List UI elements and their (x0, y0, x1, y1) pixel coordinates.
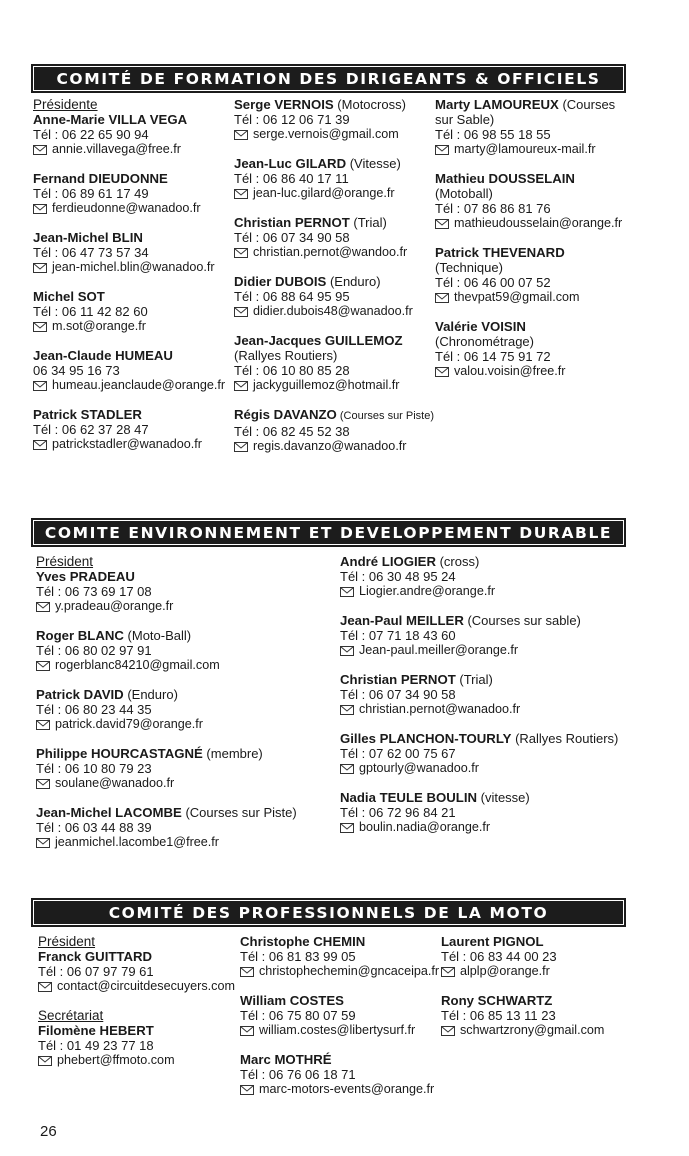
contact-email[interactable]: ferdieudonne@wanadoo.fr (52, 201, 201, 215)
contact-specialty: (Rallyes Routiers) (511, 731, 619, 746)
name-line (33, 230, 229, 245)
envelope-icon (340, 587, 354, 597)
contact-name: Patrick DAVID (36, 687, 124, 702)
contact-entry (38, 934, 238, 994)
contact-phone: Tél : 07 71 18 43 60 (340, 628, 456, 643)
contact-entry (234, 97, 434, 142)
envelope-icon (36, 602, 50, 612)
contact-email[interactable]: boulin.nadia@orange.fr (359, 820, 491, 834)
role-label: Président (38, 934, 96, 949)
name-line (234, 97, 434, 112)
contact-email-row (234, 304, 434, 319)
envelope-icon (33, 381, 47, 391)
contact-email[interactable]: phebert@ffmoto.com (57, 1053, 175, 1067)
contact-name: Jean-Michel BLIN (33, 230, 143, 245)
contact-name: André LIOGIER (340, 554, 436, 569)
contact-email[interactable]: mathieudousselain@orange.fr (454, 216, 623, 230)
contact-specialty: (Motocross) (333, 97, 406, 112)
name-line (340, 672, 640, 687)
contact-email[interactable]: soulane@wanadoo.fr (55, 776, 175, 790)
name-line (234, 333, 434, 348)
contact-email[interactable]: regis.davanzo@wanadoo.fr (253, 439, 407, 453)
role-label: Secrétariat (38, 1008, 104, 1023)
contact-email-row (234, 245, 434, 260)
contact-entry (36, 554, 336, 614)
envelope-icon (340, 705, 354, 715)
contact-name: Christian PERNOT (234, 215, 350, 230)
contact-entry (234, 333, 434, 393)
envelope-icon (435, 293, 449, 303)
contact-entry (240, 934, 440, 979)
contact-name: Franck GUITTARD (38, 949, 153, 964)
contact-entry (33, 407, 229, 452)
contact-email[interactable]: alplp@orange.fr (460, 964, 550, 978)
contact-specialty: sur Sable) (435, 112, 495, 127)
contact-email-row (441, 964, 641, 979)
contact-email-row (234, 127, 434, 142)
name-line (435, 319, 635, 334)
contact-entry (340, 613, 640, 658)
contact-specialty: (Enduro) (326, 274, 381, 289)
contact-phone: Tél : 06 14 75 91 72 (435, 349, 551, 364)
envelope-icon (234, 307, 248, 317)
contact-phone: Tél : 06 98 55 18 55 (435, 127, 551, 142)
contact-name: Rony SCHWARTZ (441, 993, 553, 1008)
contact-email[interactable]: serge.vernois@gmail.com (253, 127, 399, 141)
contact-email-row (435, 290, 635, 305)
contact-phone: Tél : 06 85 13 11 23 (441, 1008, 556, 1023)
contact-name: Valérie VOISIN (435, 319, 526, 334)
contact-email-row (36, 599, 336, 614)
envelope-icon (36, 838, 50, 848)
contact-specialty: (membre) (202, 746, 263, 761)
contact-entry (435, 97, 635, 157)
contact-phone: Tél : 06 46 00 07 52 (435, 275, 551, 290)
column-2 (240, 934, 440, 1111)
name-line (435, 97, 635, 112)
contact-phone: Tél : 06 80 02 97 91 (36, 643, 152, 658)
contact-name: Patrick STADLER (33, 407, 142, 422)
contact-email-row (33, 142, 229, 157)
contact-email-row (441, 1023, 641, 1038)
contact-name: Yves PRADEAU (36, 569, 135, 584)
contact-name: Mathieu DOUSSELAIN (435, 171, 575, 186)
contact-specialty: (Enduro) (123, 687, 178, 702)
envelope-icon (234, 248, 248, 258)
contact-specialty: (Trial) (349, 215, 387, 230)
envelope-icon (441, 1026, 455, 1036)
contact-entry (33, 348, 229, 393)
column-2 (234, 97, 434, 468)
contact-specialty: (Motoball) (435, 186, 493, 201)
contact-specialty: (vitesse) (477, 790, 530, 805)
name-line (240, 993, 440, 1008)
contact-email-row (33, 437, 229, 452)
column-1 (38, 934, 238, 1082)
contact-entry (340, 554, 640, 599)
contact-name: Gilles PLANCHON-TOURLY (340, 731, 512, 746)
contact-email[interactable]: jackyguillemoz@hotmail.fr (253, 378, 400, 392)
contact-phone: Tél : 06 80 23 44 35 (36, 702, 152, 717)
contact-entry (435, 245, 635, 305)
contact-name: Roger BLANC (36, 628, 124, 643)
contact-entry (240, 1052, 440, 1097)
contact-email[interactable]: y.pradeau@orange.fr (55, 599, 174, 613)
contact-email[interactable]: rogerblanc84210@gmail.com (55, 658, 220, 672)
contact-phone: 06 34 95 16 73 (33, 363, 120, 378)
contact-phone: Tél : 06 22 65 90 94 (33, 127, 149, 142)
contact-entry (234, 156, 434, 201)
name-line (234, 215, 434, 230)
envelope-icon (234, 381, 248, 391)
contact-email[interactable]: patrickstadler@wanadoo.fr (52, 437, 202, 451)
contact-phone: Tél : 06 86 40 17 11 (234, 171, 349, 186)
contact-specialty: (Rallyes Routiers) (234, 348, 338, 363)
section-title: COMITÉ DES PROFESSIONNELS DE LA MOTO (31, 898, 626, 927)
name-line (38, 1023, 238, 1038)
contact-email-row (33, 319, 229, 334)
contact-name: Serge VERNOIS (234, 97, 334, 112)
contact-specialty: (Courses sur Piste) (181, 805, 297, 820)
contact-entry (33, 230, 229, 275)
section-title: COMITE ENVIRONNEMENT ET DEVELOPPEMENT DURABLE (31, 518, 626, 547)
envelope-icon (340, 646, 354, 656)
envelope-icon (33, 440, 47, 450)
contact-name: Jean-Michel LACOMBE (36, 805, 182, 820)
envelope-icon (234, 442, 248, 452)
contact-phone: Tél : 07 86 86 81 76 (435, 201, 551, 216)
contact-email-row (38, 979, 238, 994)
name-line (240, 1052, 440, 1067)
envelope-icon (435, 145, 449, 155)
contact-entry (441, 993, 641, 1038)
contact-email-row (36, 776, 336, 791)
contact-email-row (340, 820, 640, 835)
contact-email[interactable]: Jean-paul.meiller@orange.fr (359, 643, 519, 657)
contact-name: Nadia TEULE BOULIN (340, 790, 478, 805)
contact-phone: Tél : 06 82 45 52 38 (234, 424, 350, 439)
contact-email[interactable]: jean-luc.gilard@orange.fr (253, 186, 395, 200)
contact-email[interactable]: gptourly@wanadoo.fr (359, 761, 479, 775)
contact-phone: Tél : 06 03 44 88 39 (36, 820, 152, 835)
contact-name: William COSTES (240, 993, 344, 1008)
envelope-icon (441, 967, 455, 977)
contact-entry (33, 171, 229, 216)
contact-email-row (435, 364, 635, 379)
name-line (38, 949, 238, 964)
contact-specialty: (Trial) (455, 672, 493, 687)
contact-email[interactable]: contact@circuitdesecuyers.com (57, 979, 235, 993)
contact-email-row (435, 216, 635, 231)
contact-phone: Tél : 06 07 97 79 61 (38, 964, 154, 979)
name-line (33, 112, 229, 127)
contact-phone: Tél : 06 62 37 28 47 (33, 422, 149, 437)
page-number: 26 (40, 1123, 57, 1140)
contact-phone: Tél : 06 10 80 85 28 (234, 363, 350, 378)
contact-email[interactable]: schwartzrony@gmail.com (460, 1023, 605, 1037)
name-line (340, 554, 640, 569)
contact-entry (36, 805, 336, 850)
contact-name: Patrick THEVENARD (435, 245, 565, 260)
section-title: COMITÉ DE FORMATION DES DIRIGEANTS & OFFICIELS (31, 64, 626, 93)
contact-email[interactable]: william.costes@libertysurf.fr (259, 1023, 416, 1037)
name-line (441, 934, 641, 949)
contact-name: Jean-Luc GILARD (234, 156, 347, 171)
envelope-icon (340, 823, 354, 833)
column-2 (340, 554, 640, 849)
contact-email-row (36, 658, 336, 673)
contact-email-row (36, 835, 336, 850)
envelope-icon (36, 720, 50, 730)
contact-name: Jean-Claude HUMEAU (33, 348, 173, 363)
contact-entry (33, 97, 229, 157)
contact-email-row (33, 201, 229, 216)
contact-email-row (234, 186, 434, 201)
contact-entry (240, 993, 440, 1038)
contact-phone: Tél : 06 07 34 90 58 (340, 687, 456, 702)
contact-phone: Tél : 06 47 73 57 34 (33, 245, 149, 260)
contact-entry (33, 289, 229, 334)
contact-name: Jean-Paul MEILLER (340, 613, 464, 628)
envelope-icon (33, 263, 47, 273)
envelope-icon (36, 661, 50, 671)
contact-phone: Tél : 06 89 61 17 49 (33, 186, 149, 201)
contact-specialty: (Moto-Ball) (123, 628, 192, 643)
contact-phone: Tél : 06 73 69 17 08 (36, 584, 152, 599)
contact-specialty: (Vitesse) (346, 156, 401, 171)
name-line (234, 274, 434, 289)
contact-phone: Tél : 01 49 23 77 18 (38, 1038, 154, 1053)
contact-email[interactable]: valou.voisin@free.fr (454, 364, 566, 378)
envelope-icon (435, 367, 449, 377)
contact-email[interactable]: christian.pernot@wandoo.fr (253, 245, 408, 259)
contact-entry (234, 274, 434, 319)
column-1 (36, 554, 336, 864)
contact-specialty: (Courses sur sable) (463, 613, 581, 628)
column-3 (441, 934, 641, 1052)
contact-entry (340, 790, 640, 835)
column-3 (435, 97, 635, 393)
contact-email-row (435, 142, 635, 157)
name-line (36, 628, 336, 643)
envelope-icon (340, 764, 354, 774)
contact-phone: Tél : 06 83 44 00 23 (441, 949, 557, 964)
envelope-icon (234, 130, 248, 140)
contact-specialty: (Technique) (435, 260, 503, 275)
contact-entry (435, 171, 635, 231)
envelope-icon (240, 1026, 254, 1036)
envelope-icon (38, 1056, 52, 1066)
contact-email-row (38, 1053, 238, 1068)
contact-entry (36, 628, 336, 673)
contact-email-row (340, 643, 640, 658)
name-line (33, 348, 229, 363)
name-line (234, 156, 434, 171)
contact-entry (36, 746, 336, 791)
contact-email-row (36, 717, 336, 732)
contact-specialty: (cross) (435, 554, 480, 569)
contact-email[interactable]: jeanmichel.lacombe1@free.fr (55, 835, 219, 849)
name-line (435, 171, 635, 186)
contact-entry (340, 672, 640, 717)
contact-name: Anne-Marie VILLA VEGA (33, 112, 188, 127)
contact-phone: Tél : 07 62 00 75 67 (340, 746, 456, 761)
contact-name: Didier DUBOIS (234, 274, 327, 289)
contact-email-row (234, 439, 434, 454)
contact-entry (234, 407, 434, 454)
name-line (36, 805, 336, 820)
name-line (435, 245, 635, 260)
contact-specialty: (Chronométrage) (435, 334, 534, 349)
name-line (340, 613, 640, 628)
envelope-icon (33, 204, 47, 214)
contact-email-row (234, 378, 434, 393)
contact-email[interactable]: thevpat59@gmail.com (454, 290, 580, 304)
name-line (36, 569, 336, 584)
envelope-icon (234, 189, 248, 199)
contact-name: Philippe HOURCASTAGNÉ (36, 746, 203, 761)
contact-email[interactable]: m.sot@orange.fr (52, 319, 146, 333)
name-line (33, 407, 229, 422)
name-line (36, 687, 336, 702)
envelope-icon (36, 779, 50, 789)
contact-name: Christian PERNOT (340, 672, 456, 687)
contact-email-row (33, 260, 229, 275)
contact-specialty: (Courses (558, 97, 616, 112)
name-line (33, 289, 229, 304)
contact-email[interactable]: jean-michel.blin@wanadoo.fr (52, 260, 215, 274)
contact-name: Régis DAVANZO (234, 407, 337, 422)
contact-name: Marc MOTHRÉ (240, 1052, 332, 1067)
contact-email[interactable]: annie.villavega@free.fr (52, 142, 181, 156)
contact-name: Marty LAMOUREUX (435, 97, 559, 112)
contact-phone: Tél : 06 88 64 95 95 (234, 289, 350, 304)
contact-name: Laurent PIGNOL (441, 934, 544, 949)
contact-email[interactable]: patrick.david79@orange.fr (55, 717, 203, 731)
contact-entry (441, 934, 641, 979)
envelope-icon (33, 145, 47, 155)
contact-email[interactable]: christophechemin@gncaceipa.fr (259, 964, 440, 978)
contact-email-row (340, 702, 640, 717)
contact-name: Fernand DIEUDONNE (33, 171, 168, 186)
name-line (441, 993, 641, 1008)
contact-email[interactable]: humeau.jeanclaude@orange.fr (52, 378, 226, 392)
name-line (234, 407, 434, 424)
contact-phone: Tél : 06 81 83 99 05 (240, 949, 356, 964)
contact-email-row (340, 761, 640, 776)
column-1 (33, 97, 229, 466)
role-label: Présidente (33, 97, 98, 112)
contact-phone: Tél : 06 30 48 95 24 (340, 569, 456, 584)
envelope-icon (240, 1085, 254, 1095)
contact-entry (36, 687, 336, 732)
contact-phone: Tél : 06 76 06 18 71 (240, 1067, 356, 1082)
name-line (340, 731, 640, 746)
contact-entry (234, 215, 434, 260)
contact-name: Jean-Jacques GUILLEMOZ (234, 333, 403, 348)
contact-entry (435, 319, 635, 379)
contact-email[interactable]: christian.pernot@wanadoo.fr (359, 702, 521, 716)
contact-email[interactable]: Liogier.andre@orange.fr (359, 584, 496, 598)
contact-name: Filomène HEBERT (38, 1023, 154, 1038)
contact-email[interactable]: marc-motors-events@orange.fr (259, 1082, 435, 1096)
contact-phone: Tél : 06 12 06 71 39 (234, 112, 350, 127)
contact-email-row (240, 1023, 440, 1038)
envelope-icon (33, 322, 47, 332)
envelope-icon (240, 967, 254, 977)
contact-phone: Tél : 06 75 80 07 59 (240, 1008, 356, 1023)
contact-entry (38, 1008, 238, 1068)
name-line (33, 171, 229, 186)
name-line (36, 746, 336, 761)
contact-entry (340, 731, 640, 776)
contact-email-row (340, 584, 640, 599)
contact-phone: Tél : 06 10 80 79 23 (36, 761, 152, 776)
name-line (240, 934, 440, 949)
contact-name: Christophe CHEMIN (240, 934, 366, 949)
contact-email[interactable]: didier.dubois48@wanadoo.fr (253, 304, 413, 318)
name-line (340, 790, 640, 805)
contact-email[interactable]: marty@lamoureux-mail.fr (454, 142, 596, 156)
contact-phone: Tél : 06 72 96 84 21 (340, 805, 456, 820)
envelope-icon (435, 219, 449, 229)
contact-specialty: (Courses sur Piste) (336, 410, 435, 422)
contact-email-row (240, 1082, 440, 1097)
contact-name: Michel SOT (33, 289, 105, 304)
contact-email-row (33, 378, 229, 393)
envelope-icon (38, 982, 52, 992)
role-label: Président (36, 554, 94, 569)
contact-email-row (240, 964, 440, 979)
contact-phone: Tél : 06 11 42 82 60 (33, 304, 148, 319)
contact-phone: Tél : 06 07 34 90 58 (234, 230, 350, 245)
